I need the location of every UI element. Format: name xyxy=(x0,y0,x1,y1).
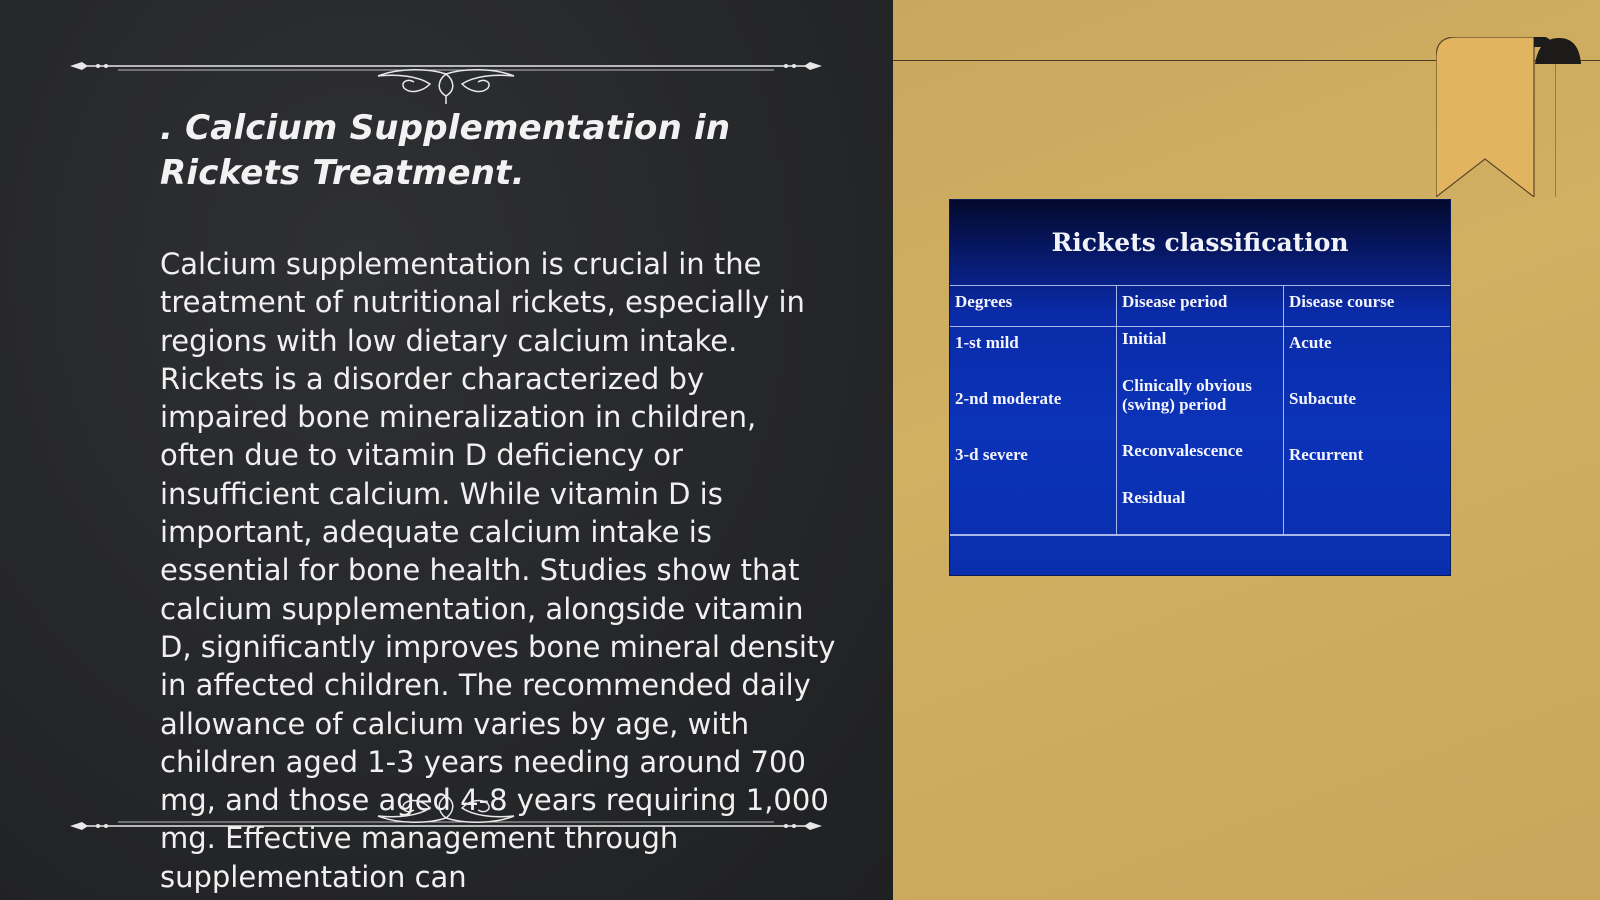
slide-title: . Calcium Supplementation in Rickets Treatment. xyxy=(160,108,731,193)
degree-cell: 3-d severe xyxy=(955,445,1028,464)
table-rule xyxy=(950,534,1450,536)
bottom-ornament xyxy=(68,788,824,848)
table-rule xyxy=(1116,285,1117,535)
degree-cell: 1-st mild xyxy=(955,333,1019,352)
table-rule xyxy=(950,285,1450,286)
table-rule xyxy=(950,326,1450,327)
table-title: Rickets classification xyxy=(1051,228,1349,257)
period-cell: Reconvalescence xyxy=(1122,441,1243,460)
column-header-degrees: Degrees xyxy=(955,292,1013,311)
table-grid xyxy=(950,285,1450,535)
rickets-classification-table xyxy=(950,200,1450,575)
slide-body-text: Calcium supplementation is crucial in the treatment of nutritional rickets, especially in regions with low dietary calcium intake. Rickets is a disorder characterized by impaired bone mineralization in children, often due to vitamin D deficiency or insufficient calcium. While vitamin D is important, adequate calcium intake is essential for bone health. Studies show that calcium supplementation, alongside vitamin D, significantly improves bone mineral density in affected children. The recommended daily allowance of calcium varies by age, with children aged 1-3 years needing around 700 mg, and those aged 4-8 years requiring 1,000 mg. Effective management through supplementation can xyxy=(160,247,836,894)
period-cell: Clinically obvious (swing) period xyxy=(1122,376,1252,414)
course-cell: Recurrent xyxy=(1289,445,1364,464)
table-rule xyxy=(1283,285,1284,535)
period-cell: Initial xyxy=(1122,329,1167,348)
period-cell: Residual xyxy=(1122,488,1186,507)
column-header-disease-period: Disease period xyxy=(1122,292,1228,311)
image-panel xyxy=(893,0,1600,900)
top-ornament xyxy=(68,44,824,104)
ribbon-fold-icon xyxy=(1533,36,1583,66)
column-header-disease-course: Disease course xyxy=(1289,292,1395,311)
course-cell: Subacute xyxy=(1289,389,1357,408)
degree-cell: 2-nd moderate xyxy=(955,389,1062,408)
course-cell: Acute xyxy=(1289,333,1332,352)
